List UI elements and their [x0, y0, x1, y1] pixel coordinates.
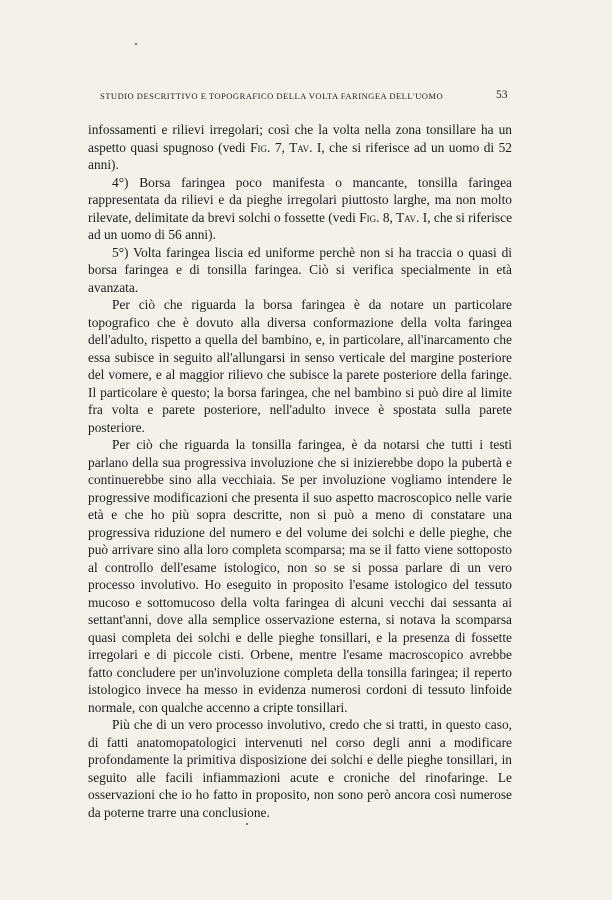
- scan-speck: [246, 823, 248, 825]
- text-run: , che si riferisce ad un uomo di 56 anni).: [88, 209, 513, 242]
- body-text: [88, 121, 512, 821]
- text-run: infossamenti e rilievi irregolari; così che la volta nella zona tonsillare ha un aspetto quasi spugnoso (vedi: [88, 122, 512, 155]
- scan-speck: [135, 43, 137, 45]
- page-number: 53: [496, 89, 508, 101]
- paragraph-item-4: [88, 174, 512, 244]
- paragraph-conclusion: Più che di un vero processo involutivo, credo che si tratti, in questo caso, di fatti anatomopatologici intervenuti nel corso degli anni a modificare profondamente la primitiva disposizione dei solchi e delle pieghe tonsillari, in seguito alle facili infiammazioni acute e croniche del rinofaringe. Le osservazioni che io ho fatto in proposito, non sono però ancora così numerose da poterne trarre una conclusione.: [88, 717, 512, 820]
- running-header: STUDIO DESCRITTIVO E TOPOGRAFICO DELLA VOLTA FARINGEA DELL'UOMO: [100, 91, 444, 101]
- text-run: , che si riferisce ad un uomo di 52 anni).: [88, 139, 512, 172]
- paragraph-continuation: [88, 121, 512, 174]
- paragraph-borsa: Per ciò che riguarda la borsa faringea è da notare un particolare topografico che è dovuto alla diversa conformazione della volta faringea dell'adulto, rispetto a quella del bambino, e, in particolare, all'inarcamento che essa subisce in seguito all'allungarsi in senso verticale del margine posteriore del vomere, e al maggior rilievo che subisce la parete posteriore della faringe. Il particolare è questo; la borsa faringea, che nel bambino si può dire al limite fra volta e parete posteriore, nell'adulto invece è spostata sulla parete posteriore.: [88, 297, 512, 435]
- text-run: 4°) Borsa faringea poco manifesta o mancante, tonsilla faringea rappresentata da rilievi e da pieghe irregolari piuttosto larghe, ma non molto rilevate, delimitate da brevi solchi o fossette (vedi: [88, 174, 512, 225]
- paragraph-item-5: 5°) Volta faringea liscia ed uniforme perchè non si ha traccia o quasi di borsa faringea e di tonsilla faringea. Ciò si verifica specialmente in età avanzata.: [88, 244, 512, 295]
- paragraph-tonsilla: Per ciò che riguarda la tonsilla faringea, è da notarsi che tutti i testi parlano della sua progressiva involuzione che si inizierebbe dopo la pubertà e continuerebbe sino alla vecchiaia. Se per involuzione vogliamo intendere le progressive modificazioni che presenta il suo aspetto macroscopico nelle varie età e che ho più sopra descritte, non si può a meno di constatare una progressiva riduzione del numero e del volume dei solchi e delle pieghe, che può arrivare sino alla loro completa scomparsa; ma se il fatto viene sottoposto al controllo dell'esame istologico, non so se si possa parlare di un vero processo involutivo. Ho eseguito in proposito l'esame istologico del tessuto mucoso e sottomucoso della volta faringea di alcuni vecchi dai sessanta ai settant'anni, dove alla semplice osservazione esterna, si notava la scomparsa quasi completa dei solchi e delle pieghe tonsillari, e la presenza di fossette irregolari e di piccole cisti. Orbene, mentre l'esame macroscopico avrebbe fatto concludere per un'involuzione completa della tonsilla faringea; il reperto istologico invece ha messo in evidenza numerosi cordoni di tessuto linfoide normale, con qualche accenno a cripte tonsillari.: [88, 437, 512, 715]
- figure-reference: Fig. 7, Tav. I: [250, 139, 322, 155]
- figure-reference: Fig. 8, Tav. I: [359, 209, 428, 225]
